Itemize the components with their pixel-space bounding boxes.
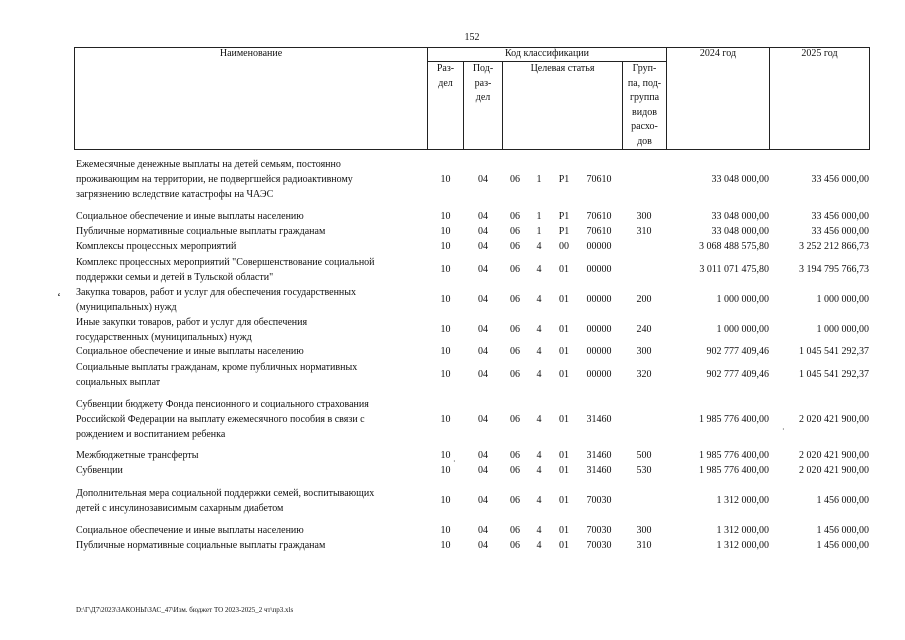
cell-t1: 06 xyxy=(510,225,520,237)
cell-group: 500 xyxy=(636,449,652,461)
cell-y2024: 1 312 000,00 xyxy=(716,524,769,536)
row-name-line: Ежемесячные денежные выплаты на детей семьям, постоянно xyxy=(76,159,341,170)
cell-razdel: 10 xyxy=(440,225,451,237)
cell-podrazdel: 04 xyxy=(478,240,488,252)
row-name-line: рождением и воспитанием ребенка xyxy=(76,429,226,440)
cell-y2025: 33 456 000,00 xyxy=(811,210,869,222)
cell-t4: 00000 xyxy=(586,240,612,252)
cell-t4: 31460 xyxy=(586,464,612,476)
cell-razdel: 10 xyxy=(440,345,451,357)
cell-t3: Р1 xyxy=(558,210,570,222)
cell-y2024: 902 777 409,46 xyxy=(706,369,769,380)
page-number: 152 xyxy=(464,32,480,43)
cell-t3: 01 xyxy=(559,413,569,425)
cell-t1: 06 xyxy=(510,464,520,476)
cell-t2: 4 xyxy=(536,294,542,305)
cell-t4: 70030 xyxy=(586,495,612,506)
cell-podrazdel: 04 xyxy=(478,369,488,380)
cell-podrazdel: 04 xyxy=(478,524,488,536)
cell-t1: 06 xyxy=(510,210,520,222)
cell-t4: 00000 xyxy=(586,369,612,380)
cell-group: 310 xyxy=(636,539,652,551)
cell-t2: 4 xyxy=(536,464,542,476)
cell-t1: 06 xyxy=(510,345,520,357)
col-rule xyxy=(769,47,770,150)
cell-group: 300 xyxy=(636,210,652,222)
cell-t3: 01 xyxy=(559,369,569,380)
cell-t3: 01 xyxy=(559,449,569,461)
header-group-line: па, под- xyxy=(627,77,662,89)
cell-y2024: 1 985 776 400,00 xyxy=(699,464,769,476)
cell-y2024: 1 000 000,00 xyxy=(716,294,769,305)
cell-razdel: 10 xyxy=(440,324,451,335)
header-group-line: группа xyxy=(629,92,660,103)
cell-y2024: 1 312 000,00 xyxy=(716,539,769,551)
cell-t1: 06 xyxy=(510,524,520,536)
cell-y2025: 3 194 795 766,73 xyxy=(799,264,869,275)
row-name xyxy=(76,397,369,442)
cell-y2025: 1 456 000,00 xyxy=(816,539,869,551)
cell-razdel: 10 xyxy=(440,369,451,380)
header-name: Наименование xyxy=(219,48,283,59)
header-podrazdel-line: Под- xyxy=(472,63,494,74)
cell-t4: 70030 xyxy=(586,524,612,536)
cell-y2025: 1 000 000,00 xyxy=(816,324,869,335)
cell-t2: 4 xyxy=(536,539,542,551)
cell-razdel: 10 xyxy=(440,173,451,185)
cell-t1: 06 xyxy=(510,324,520,335)
row-name xyxy=(76,209,304,224)
header-target: Целевая статья xyxy=(530,63,595,74)
row-name-line: Социальное обеспечение и иные выплаты населению xyxy=(76,346,304,357)
cell-t2: 4 xyxy=(536,413,542,425)
row-name-line: детей с инсулинозависимым сахарным диабетом xyxy=(76,503,284,514)
cell-t2: 4 xyxy=(536,449,542,461)
header-podrazdel xyxy=(464,62,502,106)
row-name xyxy=(76,486,374,516)
cell-group: 200 xyxy=(636,294,652,305)
cell-razdel: 10 xyxy=(440,495,451,506)
row-name-line: Публичные нормативные социальные выплаты гражданам xyxy=(76,226,326,237)
cell-t4: 00000 xyxy=(586,324,612,335)
header-code: Код классификации xyxy=(504,48,590,59)
row-name xyxy=(76,224,325,239)
row-name xyxy=(76,157,353,202)
cell-y2025: 3 252 212 866,73 xyxy=(799,240,869,252)
cell-t4: 70610 xyxy=(586,225,612,237)
header-group-line: Груп- xyxy=(632,63,657,74)
cell-t3: 01 xyxy=(559,524,569,536)
cell-t4: 70610 xyxy=(586,173,612,185)
cell-t4: 70610 xyxy=(586,210,612,222)
cell-y2024: 902 777 409,46 xyxy=(706,345,769,357)
cell-y2024: 1 985 776 400,00 xyxy=(699,413,769,425)
cell-podrazdel: 04 xyxy=(478,324,488,335)
cell-t1: 06 xyxy=(510,294,520,305)
row-name-line: Субвенции бюджету Фонда пенсионного и социального страхования xyxy=(76,399,369,410)
cell-t1: 06 xyxy=(510,240,520,252)
row-name-line: Российской Федерации на выплату ежемесячного пособия в связи с xyxy=(76,414,365,425)
header-podrazdel-line: раз- xyxy=(474,77,492,89)
cell-t3: 01 xyxy=(559,464,569,476)
cell-y2025: 2 020 421 900,00 xyxy=(799,449,869,461)
row-name xyxy=(76,239,236,254)
cell-y2025: 2 020 421 900,00 xyxy=(799,413,869,425)
row-name-line: загрязнению вследствие катастрофы на ЧАЭС xyxy=(76,189,274,200)
cell-t3: Р1 xyxy=(558,225,570,237)
cell-y2024: 33 048 000,00 xyxy=(711,173,769,185)
header-razdel-line: Раз- xyxy=(436,63,455,74)
footer-file-path: D:\Г\Д7\2023\ЗАКОНЫ\ЗАС_47\Изм. бюджет ТО 2023-2025_2 чт\пр3.xls xyxy=(76,606,294,614)
cell-y2024: 33 048 000,00 xyxy=(711,225,769,237)
header-razdel-line: дел xyxy=(438,77,453,89)
cell-podrazdel: 04 xyxy=(478,413,488,425)
cell-y2025: 33 456 000,00 xyxy=(811,225,869,237)
cell-razdel: 10 xyxy=(440,264,451,275)
header-group xyxy=(623,62,666,149)
row-name xyxy=(76,523,304,538)
cell-podrazdel: 04 xyxy=(478,294,488,305)
header-2024: 2024 год xyxy=(699,48,737,59)
cell-podrazdel: 04 xyxy=(478,464,488,476)
cell-t2: 4 xyxy=(536,264,542,275)
row-name-line: (муниципальных) нужд xyxy=(76,302,177,313)
row-name-line: Межбюджетные трансферты xyxy=(76,450,199,461)
row-name-line: Иные закупки товаров, работ и услуг для обеспечения xyxy=(76,317,308,328)
cell-t1: 06 xyxy=(510,369,520,380)
cell-t2: 4 xyxy=(536,345,542,357)
cell-y2025: 1 456 000,00 xyxy=(816,495,869,506)
row-name xyxy=(76,285,356,315)
row-name-line: Публичные нормативные социальные выплаты гражданам xyxy=(76,540,326,551)
scan-mark: · xyxy=(782,425,785,434)
cell-t4: 00000 xyxy=(586,294,612,305)
header-podrazdel-line: дел xyxy=(475,92,491,103)
row-name-line: Социальное обеспечение и иные выплаты населению xyxy=(76,211,304,222)
row-name xyxy=(76,255,375,285)
cell-podrazdel: 04 xyxy=(478,345,488,357)
row-name-line: Закупка товаров, работ и услуг для обеспечения государственных xyxy=(76,287,357,298)
row-name-line: Субвенции xyxy=(76,465,123,476)
cell-podrazdel: 04 xyxy=(478,173,488,185)
cell-razdel: 10 xyxy=(440,449,451,461)
row-name-line: Комплексы процессных мероприятий xyxy=(76,241,237,252)
cell-t2: 1 xyxy=(536,173,542,185)
row-name xyxy=(76,360,357,390)
cell-t4: 00000 xyxy=(586,345,612,357)
cell-t4: 31460 xyxy=(586,449,612,461)
row-name-line: проживающим на территории, не подвергшейся радиоактивному xyxy=(76,174,353,185)
cell-group: 300 xyxy=(636,345,652,357)
cell-t3: Р1 xyxy=(558,173,570,185)
cell-podrazdel: 04 xyxy=(478,539,488,551)
cell-t3: 01 xyxy=(559,324,569,335)
cell-y2024: 33 048 000,00 xyxy=(711,210,769,222)
cell-t2: 1 xyxy=(536,225,542,237)
row-name xyxy=(76,538,325,553)
header-razdel xyxy=(428,62,463,91)
cell-podrazdel: 04 xyxy=(478,264,488,275)
row-name xyxy=(76,315,307,345)
cell-t3: 01 xyxy=(559,294,569,305)
row-name xyxy=(76,344,304,359)
header-bottom-rule xyxy=(74,149,870,150)
cell-t1: 06 xyxy=(510,449,520,461)
scan-mark: ‘ xyxy=(57,290,61,304)
cell-y2025: 1 045 541 292,37 xyxy=(799,369,869,380)
cell-t3: 00 xyxy=(559,240,569,252)
cell-razdel: 10 xyxy=(440,539,451,551)
cell-group: 530 xyxy=(636,464,652,476)
cell-y2025: 33 456 000,00 xyxy=(811,173,869,185)
row-name-line: Социальные выплаты гражданам, кроме публичных нормативных xyxy=(76,362,358,373)
col-rule xyxy=(666,47,667,150)
row-name xyxy=(76,463,123,478)
cell-t3: 01 xyxy=(559,495,569,506)
cell-t2: 4 xyxy=(536,240,542,252)
scan-mark: · xyxy=(453,457,456,466)
row-name-line: Социальное обеспечение и иные выплаты населению xyxy=(76,525,304,536)
cell-podrazdel: 04 xyxy=(478,210,488,222)
cell-y2024: 3 068 488 575,80 xyxy=(699,240,769,252)
cell-t3: 01 xyxy=(559,345,569,357)
cell-y2025: 1 045 541 292,37 xyxy=(799,345,869,357)
row-name xyxy=(76,448,198,463)
cell-t1: 06 xyxy=(510,413,520,425)
row-name-line: Комплекс процессных мероприятий "Совершенствование социальной xyxy=(76,257,375,268)
cell-t1: 06 xyxy=(510,264,520,275)
cell-y2024: 1 000 000,00 xyxy=(716,324,769,335)
cell-group: 310 xyxy=(636,225,652,237)
cell-y2025: 2 020 421 900,00 xyxy=(799,464,869,476)
cell-razdel: 10 xyxy=(440,210,451,222)
cell-t4: 31460 xyxy=(586,413,612,425)
cell-y2024: 3 011 071 475,80 xyxy=(699,264,769,275)
cell-y2025: 1 456 000,00 xyxy=(816,524,869,536)
cell-group: 320 xyxy=(636,369,652,380)
cell-t2: 1 xyxy=(536,210,542,222)
cell-razdel: 10 xyxy=(440,524,451,536)
cell-group: 300 xyxy=(636,524,652,536)
cell-t3: 01 xyxy=(559,539,569,551)
cell-razdel: 10 xyxy=(440,464,451,476)
cell-t2: 4 xyxy=(536,324,542,335)
cell-t2: 4 xyxy=(536,524,542,536)
col-rule xyxy=(74,47,75,150)
cell-y2025: 1 000 000,00 xyxy=(816,294,869,305)
cell-podrazdel: 04 xyxy=(478,225,488,237)
cell-podrazdel: 04 xyxy=(478,495,488,506)
row-name-line: государственных (муниципальных) нужд xyxy=(76,332,252,343)
cell-group: 240 xyxy=(636,324,652,335)
cell-t1: 06 xyxy=(510,495,520,506)
header-group-line: дов xyxy=(637,135,652,147)
header-group-line: расхо- xyxy=(631,121,658,132)
cell-razdel: 10 xyxy=(440,240,451,252)
cell-t2: 4 xyxy=(536,369,542,380)
header-2025: 2025 год xyxy=(801,48,838,59)
cell-t1: 06 xyxy=(510,539,520,551)
col-rule xyxy=(869,47,870,150)
row-name-line: социальных выплат xyxy=(76,377,161,388)
row-name-line: Дополнительная мера социальной поддержки семей, воспитывающих xyxy=(76,488,375,499)
cell-t3: 01 xyxy=(559,264,569,275)
cell-t4: 70030 xyxy=(586,539,612,551)
cell-t2: 4 xyxy=(536,495,542,506)
cell-podrazdel: 04 xyxy=(478,449,488,461)
cell-t1: 06 xyxy=(510,173,520,185)
cell-y2024: 1 312 000,00 xyxy=(716,495,769,506)
header-group-line: видов xyxy=(632,106,657,118)
cell-y2024: 1 985 776 400,00 xyxy=(699,449,769,461)
row-name-line: поддержки семьи и детей в Тульской области" xyxy=(76,272,274,283)
cell-t4: 00000 xyxy=(586,264,612,275)
cell-razdel: 10 xyxy=(440,413,451,425)
cell-razdel: 10 xyxy=(440,294,451,305)
